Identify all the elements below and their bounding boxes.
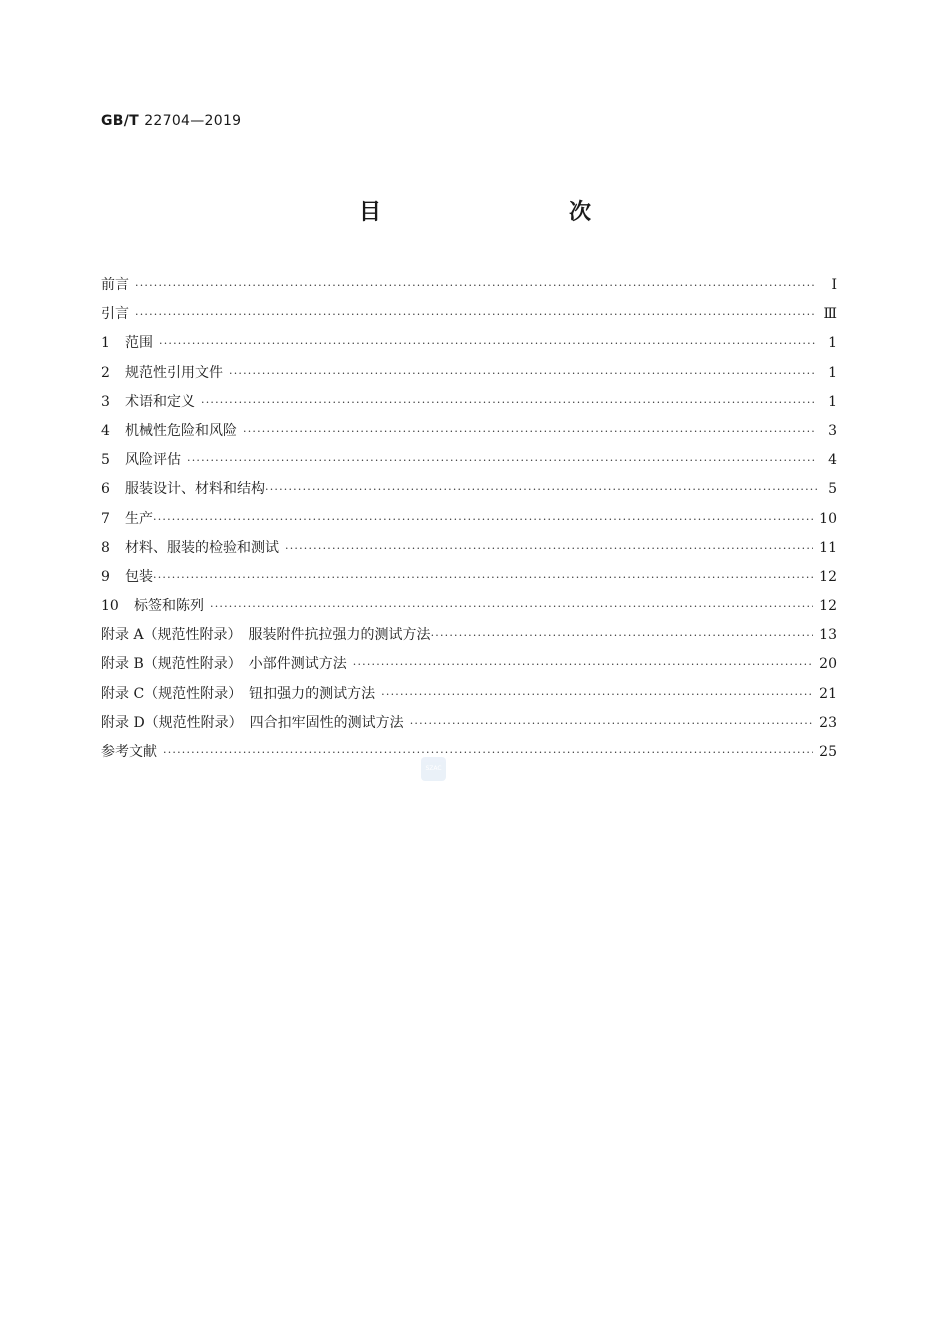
toc-title: 目 次: [358, 200, 639, 225]
toc-entry-number: 6: [101, 481, 110, 498]
toc-entry-number: 9: [101, 568, 110, 585]
toc-page-number: 23: [819, 714, 837, 731]
toc-entry-10[interactable]: [101, 592, 837, 621]
toc-leader-dots: [410, 709, 813, 738]
toc-leader-dots: [187, 446, 817, 475]
standard-prefix: GB/T: [101, 113, 140, 129]
toc-entry-label: 标签和陈列: [134, 598, 204, 615]
toc-entry-label: 引言: [101, 306, 129, 323]
standard-number: 22704—2019: [144, 113, 242, 129]
toc-page-number: 21: [819, 685, 837, 702]
toc-entry-9[interactable]: [101, 563, 837, 592]
toc-entry-5[interactable]: [101, 446, 837, 475]
toc-leader-dots: [381, 680, 813, 709]
toc-leader-dots: [353, 650, 813, 679]
toc-leader-dots: [159, 329, 817, 358]
toc-leader-dots: [201, 388, 817, 417]
toc-entry-label: 包装: [125, 568, 153, 585]
toc-entry-number: 5: [101, 452, 110, 469]
toc-entry-2[interactable]: [101, 359, 837, 388]
toc-entry-label: 机械性危险和风险: [125, 422, 237, 439]
toc-entry-label: 材料、服装的检验和测试: [125, 539, 279, 556]
toc-page-number: Ⅰ: [831, 277, 837, 293]
toc-page-number: 12: [819, 598, 837, 615]
table-of-contents: [101, 271, 837, 767]
toc-page-number: 3: [828, 422, 837, 439]
toc-entry-label: 范围: [125, 335, 153, 352]
toc-entry-label: 参考文献: [101, 744, 157, 760]
toc-page-number: 1: [828, 364, 837, 381]
toc-entry-4[interactable]: [101, 417, 837, 446]
toc-entry-3[interactable]: [101, 388, 837, 417]
toc-entry-number: 8: [101, 539, 110, 556]
toc-entry-annex-b[interactable]: [101, 650, 837, 679]
toc-entry-number: 4: [101, 422, 110, 439]
toc-page-number: 5: [828, 481, 837, 498]
toc-entry-foreword[interactable]: [101, 271, 837, 300]
toc-entry-label: 前言: [101, 277, 129, 293]
toc-page-number: 20: [819, 656, 837, 673]
toc-page-number: 4: [828, 452, 837, 469]
toc-page-number: 11: [819, 539, 837, 556]
toc-entry-annex-d[interactable]: [101, 709, 837, 738]
toc-page-number: 1: [828, 335, 837, 352]
toc-page-number: 1: [828, 393, 837, 410]
toc-page-number: 12: [819, 568, 837, 585]
toc-leader-dots: [285, 534, 813, 563]
toc-page-number: 25: [819, 744, 837, 760]
toc-entry-7[interactable]: [101, 505, 837, 534]
toc-entry-label: 生产: [125, 510, 153, 527]
toc-leader-dots: [135, 271, 817, 300]
toc-leader-dots: [431, 621, 814, 650]
watermark-text: SZAC: [425, 765, 442, 772]
toc-leader-dots: [163, 738, 813, 767]
toc-leader-dots: [210, 592, 813, 621]
watermark-logo: [421, 757, 446, 781]
toc-entry-label: 附录 B（规范性附录） 小部件测试方法: [101, 656, 347, 673]
toc-leader-dots: [153, 505, 813, 534]
standard-code: [101, 113, 241, 129]
toc-entry-number: 3: [101, 393, 110, 410]
toc-page-number: 10: [819, 510, 837, 527]
toc-entry-label: 规范性引用文件: [125, 364, 223, 381]
toc-entry-label: 附录 C（规范性附录） 钮扣强力的测试方法: [101, 685, 376, 702]
toc-entry-6[interactable]: [101, 475, 837, 504]
toc-entry-label: 风险评估: [125, 452, 181, 469]
toc-entry-introduction[interactable]: [101, 300, 837, 329]
toc-leader-dots: [265, 475, 817, 504]
toc-entry-bibliography[interactable]: [101, 738, 837, 767]
toc-entry-number: 1: [101, 335, 110, 352]
toc-page-number: 13: [819, 627, 837, 644]
toc-entry-annex-c[interactable]: [101, 680, 837, 709]
toc-leader-dots: [229, 359, 817, 388]
toc-entry-number: 2: [101, 364, 110, 381]
toc-entry-number: 7: [101, 510, 110, 527]
toc-entry-label: 附录 A（规范性附录） 服装附件抗拉强力的测试方法: [101, 627, 431, 644]
toc-leader-dots: [243, 417, 817, 446]
toc-entry-1[interactable]: [101, 329, 837, 358]
toc-entry-annex-a[interactable]: [101, 621, 837, 650]
toc-entry-label: 服装设计、材料和结构: [125, 481, 265, 498]
toc-leader-dots: [135, 300, 817, 329]
toc-leader-dots: [153, 563, 813, 592]
toc-page-number: Ⅲ: [823, 306, 837, 323]
toc-entry-number: 10: [101, 598, 119, 615]
toc-entry-label: 附录 D（规范性附录） 四合扣牢固性的测试方法: [101, 714, 404, 731]
toc-entry-label: 术语和定义: [125, 393, 195, 410]
toc-entry-8[interactable]: [101, 534, 837, 563]
